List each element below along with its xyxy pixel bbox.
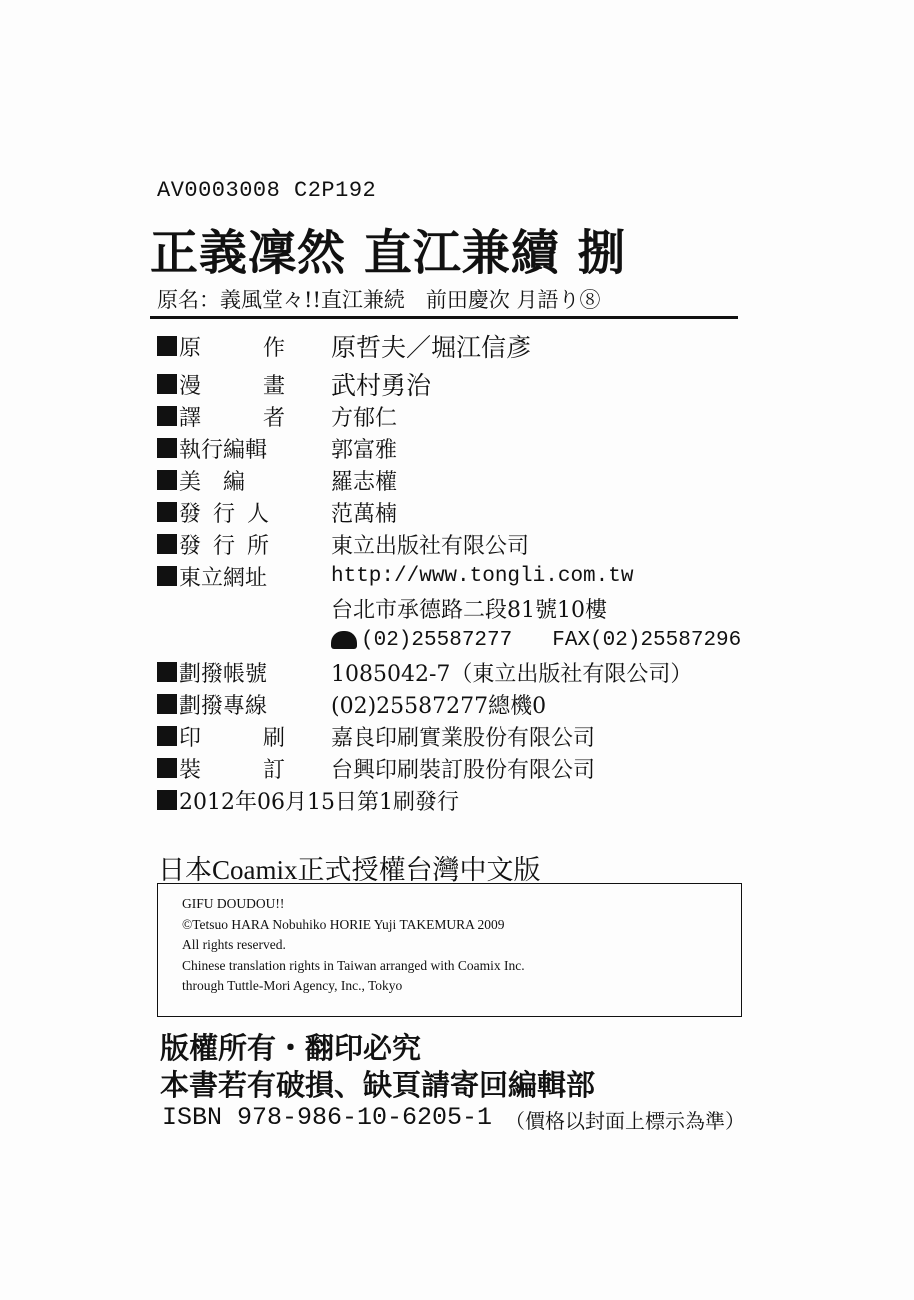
- credit-value: 范萬楠: [331, 501, 398, 527]
- square-bullet-icon: [157, 438, 177, 458]
- square-bullet-icon: [157, 790, 177, 810]
- credit-row-translator: [157, 399, 397, 433]
- credit-row-designer: [157, 463, 397, 497]
- square-bullet-icon: [157, 694, 177, 714]
- edition-row: [157, 783, 459, 817]
- credit-row-editor: [157, 431, 397, 465]
- credit-label: 印 刷: [179, 725, 285, 751]
- square-bullet-icon: [157, 534, 177, 554]
- authorization-note: 日本Coamix正式授權台灣中文版: [158, 855, 541, 885]
- square-bullet-icon: [157, 406, 177, 426]
- credit-row-publisher: [157, 495, 397, 529]
- copyright-line: All rights reserved.: [182, 937, 286, 952]
- copyright-line: Chinese translation rights in Taiwan arranged with Coamix Inc.: [182, 957, 525, 973]
- square-bullet-icon: [157, 336, 177, 356]
- credit-row-printing: [157, 719, 595, 753]
- credit-label: 劃撥專線: [179, 693, 268, 719]
- catalog-code: AV0003008 C2P192: [157, 178, 377, 203]
- title-divider: [150, 316, 738, 319]
- copyright-line: through Tuttle-Mori Agency, Inc., Tokyo: [182, 978, 403, 993]
- credit-label: 漫 畫: [179, 373, 285, 399]
- website-url: http://www.tongli.com.tw: [331, 564, 634, 588]
- credit-label: 執行編輯: [179, 437, 268, 463]
- square-bullet-icon: [157, 470, 177, 490]
- credit-value: 原哲夫／堀江信彥: [331, 333, 532, 362]
- credit-row-artist: [157, 367, 431, 401]
- square-bullet-icon: [157, 502, 177, 522]
- credit-value: 方郁仁: [331, 405, 398, 431]
- address-row: [157, 591, 607, 625]
- edition-date: 2012年06月15日第1刷發行: [179, 789, 459, 815]
- credit-label: 裝 訂: [179, 757, 285, 783]
- credit-row-publishing-house: [157, 527, 529, 561]
- square-bullet-icon: [157, 374, 177, 394]
- credit-label: 劃撥帳號: [179, 661, 268, 687]
- square-bullet-icon: [157, 726, 177, 746]
- credit-value: 1085042-7（東立出版社有限公司）: [331, 661, 693, 687]
- credit-label: 東立網址: [179, 565, 268, 591]
- address: 台北市承德路二段81號10樓: [331, 597, 607, 623]
- copyright-box: [157, 883, 742, 1017]
- copyright-line: ©Tetsuo HARA Nobuhiko HORIE Yuji TAKEMURA 2009: [182, 916, 505, 932]
- credit-value: 郭富雅: [331, 437, 398, 463]
- credit-label: 譯 者: [179, 405, 285, 431]
- rights-reserved: 版權所有・翻印必究: [160, 1031, 422, 1065]
- contact-row: [157, 623, 741, 657]
- fax-number: FAX(02)25587296: [552, 628, 742, 652]
- price-note: （價格以封面上標示為準）: [505, 1109, 745, 1133]
- credit-label: 原 作: [179, 335, 285, 361]
- credit-value: (02)25587277總機0: [331, 693, 547, 719]
- credit-row-postal-account: [157, 655, 692, 689]
- square-bullet-icon: [157, 758, 177, 778]
- isbn: ISBN 978-986-10-6205-1: [162, 1103, 493, 1132]
- original-title: 原名：義風堂々!!直江兼続 前田慶次 月語り⑧: [157, 288, 601, 312]
- credit-value: 武村勇治: [331, 371, 432, 400]
- credit-row-postal-line: [157, 687, 546, 721]
- credit-label: 發行所: [179, 533, 282, 559]
- copyright-line: GIFU DOUDOU!!: [182, 896, 285, 911]
- square-bullet-icon: [157, 566, 177, 586]
- telephone-icon: [331, 631, 357, 649]
- credit-value: 嘉良印刷實業股份有限公司: [331, 725, 596, 751]
- phone-number: (02)25587277: [361, 628, 513, 652]
- book-title: 正義凜然 直江兼續 捌: [150, 225, 627, 281]
- credit-value: 東立出版社有限公司: [331, 533, 530, 559]
- credit-row-website: [157, 559, 633, 593]
- credit-value: 羅志權: [331, 469, 398, 495]
- damage-notice: 本書若有破損、缺頁請寄回編輯部: [160, 1068, 596, 1102]
- credit-row-binding: [157, 751, 595, 785]
- credit-label: 發行人: [179, 501, 282, 527]
- square-bullet-icon: [157, 662, 177, 682]
- credit-label: 美編: [179, 469, 268, 495]
- credit-value: 台興印刷裝訂股份有限公司: [331, 757, 596, 783]
- credit-row-author: [157, 329, 531, 363]
